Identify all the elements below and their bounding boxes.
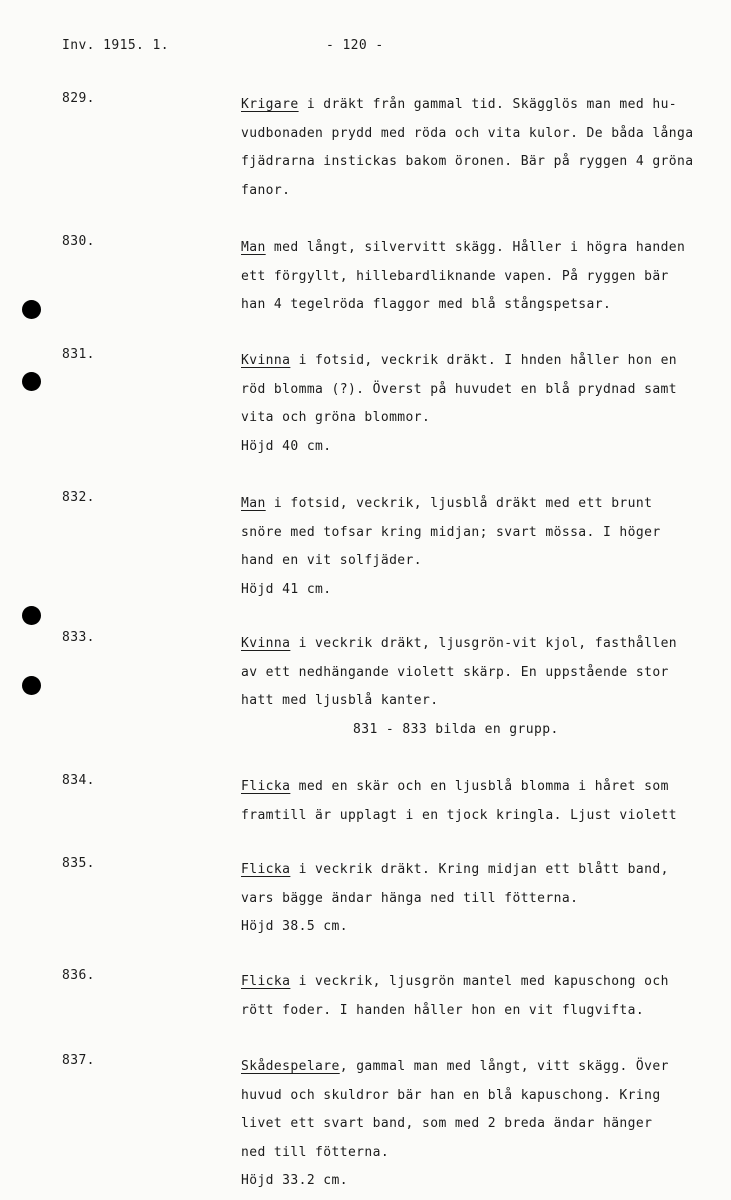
- entry-description: [241, 968, 711, 1025]
- page-number: - 120 -: [326, 38, 384, 53]
- entry-number: 837.: [62, 1053, 95, 1068]
- entry-line: röd blomma (?). Överst på huvudet en blå prydnad samt: [241, 381, 678, 397]
- punch-hole: [22, 676, 41, 695]
- entry-line: rött foder. I handen håller hon en vit flugvifta.: [241, 1002, 645, 1018]
- entry-line: Höjd 38.5 cm.: [241, 919, 348, 934]
- entry-subject: Krigare: [241, 97, 299, 112]
- entry-description: [241, 630, 711, 744]
- entry-subject: Skådespelare: [241, 1059, 340, 1074]
- entry-line: hatt med ljusblå kanter.: [241, 693, 439, 708]
- entry-subject: Kvinna: [241, 353, 291, 368]
- entry-number: 836.: [62, 968, 95, 983]
- entry-line: Krigare i dräkt från gammal tid. Skägglös man med hu-: [241, 97, 678, 112]
- punch-hole: [22, 300, 41, 319]
- entry-description: [241, 234, 711, 320]
- entry-subject: Man: [241, 496, 266, 511]
- entry-line: Man i fotsid, veckrik, ljusblå dräkt med ett brunt: [241, 496, 653, 511]
- entry-line: Man med långt, silvervitt skägg. Håller i högra handen: [241, 240, 686, 255]
- entry-number: 833.: [62, 630, 95, 645]
- entry-line: vita och gröna blommor.: [241, 410, 431, 425]
- entry-line: Kvinna i veckrik dräkt, ljusgrön-vit kjol, fasthållen: [241, 636, 678, 651]
- entry-line: fjädrarna instickas bakom öronen. Bär på ryggen 4 gröna: [241, 154, 694, 169]
- entry-number: 831.: [62, 347, 95, 362]
- group-note: 831 - 833 bilda en grupp.: [353, 721, 559, 737]
- entry-line: Höjd 33.2 cm.: [241, 1173, 348, 1188]
- punch-hole: [22, 606, 41, 625]
- entry-line: livet ett svart band, som med 2 breda ändar hänger: [241, 1116, 653, 1131]
- entry-subject: Flicka: [241, 974, 291, 989]
- entry-description: [241, 347, 711, 461]
- entry-subject: Flicka: [241, 862, 291, 877]
- entry-line: framtill är upplagt i en tjock kringla. Ljust violett: [241, 807, 678, 823]
- entry-subject: Man: [241, 240, 266, 255]
- entry-line: vudbonaden prydd med röda och vita kulor. De båda långa: [241, 125, 694, 141]
- entry-number: 835.: [62, 856, 95, 871]
- entry-number: 832.: [62, 490, 95, 505]
- entry-subject: Flicka: [241, 779, 291, 794]
- entry-number: 834.: [62, 773, 95, 788]
- entry-line: han 4 tegelröda flaggor med blå stångspetsar.: [241, 297, 612, 312]
- entry-line: fanor.: [241, 182, 291, 198]
- entry-number: 829.: [62, 91, 95, 106]
- entry-number: 830.: [62, 234, 95, 249]
- entry-line: Flicka i veckrik, ljusgrön mantel med kapuschong och: [241, 974, 669, 989]
- entry-description: [241, 773, 711, 830]
- entry-description: [241, 856, 711, 942]
- entry-line: Flicka i veckrik dräkt. Kring midjan ett blått band,: [241, 862, 669, 877]
- entry-description: [241, 490, 711, 604]
- entry-line: ett förgyllt, hillebardliknande vapen. På ryggen bär: [241, 268, 669, 284]
- inventory-header: Inv. 1915. 1.: [62, 38, 169, 53]
- entry-line: Skådespelare, gammal man med långt, vitt skägg. Över: [241, 1059, 669, 1074]
- entry-line: Höjd 41 cm.: [241, 581, 332, 597]
- entry-line: huvud och skuldror bär han en blå kapuschong. Kring: [241, 1087, 661, 1103]
- entry-line: ned till fötterna.: [241, 1144, 390, 1160]
- punch-hole: [22, 372, 41, 391]
- entry-description: [241, 91, 711, 205]
- entry-line: snöre med tofsar kring midjan; svart mössa. I höger: [241, 524, 661, 540]
- entry-description: [241, 1053, 711, 1196]
- entry-line: Kvinna i fotsid, veckrik dräkt. I hnden håller hon en: [241, 353, 678, 368]
- entry-line: vars bägge ändar hänga ned till fötterna.: [241, 890, 579, 906]
- entry-line: Flicka med en skär och en ljusblå blomma i håret som: [241, 779, 669, 794]
- entry-line: av ett nedhängande violett skärp. En uppstående stor: [241, 664, 669, 680]
- entry-line: Höjd 40 cm.: [241, 438, 332, 454]
- entry-line: hand en vit solfjäder.: [241, 553, 422, 568]
- entry-subject: Kvinna: [241, 636, 291, 651]
